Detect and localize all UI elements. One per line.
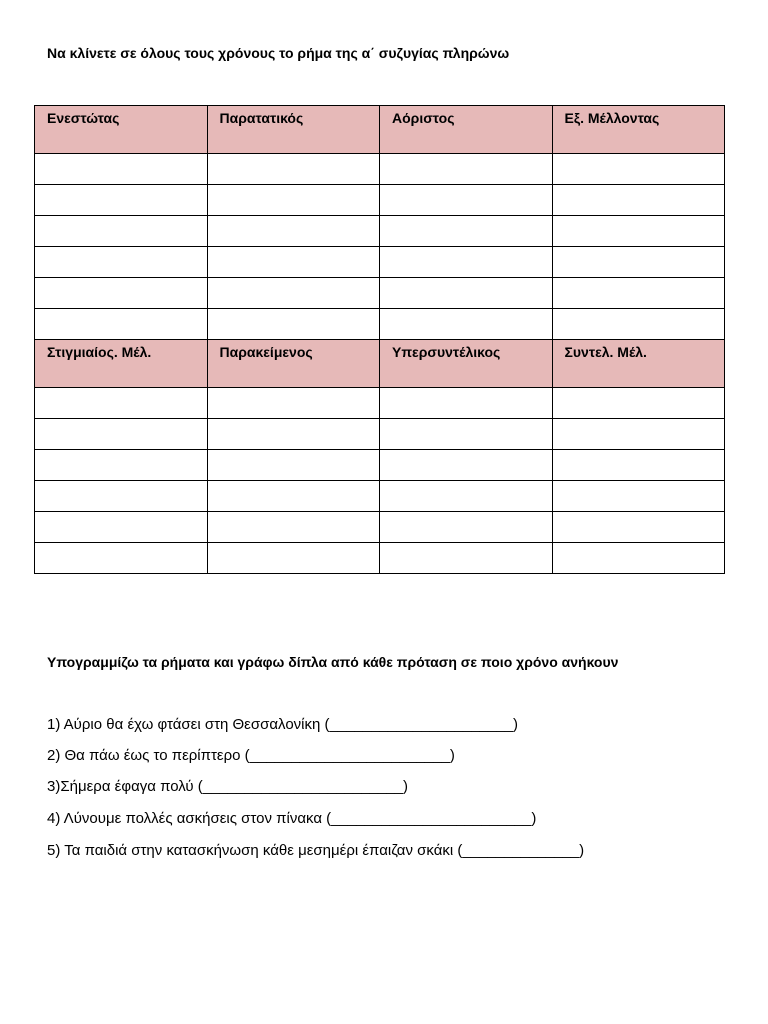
header-cell: Υπερσυντέλικος bbox=[380, 340, 553, 388]
blank-cell bbox=[207, 216, 380, 247]
blank-cell bbox=[552, 543, 725, 574]
table-row bbox=[35, 154, 725, 185]
blank-cell bbox=[35, 278, 208, 309]
blank-cell bbox=[380, 543, 553, 574]
header-row-1 bbox=[35, 106, 725, 154]
blank-cell bbox=[35, 309, 208, 340]
blank-cell bbox=[35, 185, 208, 216]
blank-cell bbox=[380, 278, 553, 309]
table-row bbox=[35, 309, 725, 340]
blank-cell bbox=[207, 309, 380, 340]
blank-cell bbox=[35, 512, 208, 543]
blank-cell bbox=[552, 481, 725, 512]
blank-cell bbox=[380, 388, 553, 419]
exercise-sentence: 4) Λύνουμε πολλές ασκήσεις στον πίνακα (________________________) bbox=[47, 810, 537, 827]
exercise-sentence: 5) Τα παιδιά στην κατασκήνωση κάθε μεσημέρι έπαιζαν σκάκι (______________) bbox=[47, 842, 585, 859]
table-row bbox=[35, 278, 725, 309]
blank-cell bbox=[380, 419, 553, 450]
blank-cell bbox=[552, 278, 725, 309]
blank-cell bbox=[380, 450, 553, 481]
blank-cell bbox=[380, 481, 553, 512]
blank-cell bbox=[380, 154, 553, 185]
blank-cell bbox=[207, 247, 380, 278]
blank-cell bbox=[552, 154, 725, 185]
header-cell: Παρατατικός bbox=[207, 106, 380, 154]
blank-cell bbox=[35, 419, 208, 450]
blank-cell bbox=[207, 278, 380, 309]
blank-cell bbox=[552, 512, 725, 543]
blank-cell bbox=[552, 450, 725, 481]
exercise-sentence: 3)Σήμερα έφαγα πολύ (________________________) bbox=[47, 778, 408, 795]
header-cell: Ενεστώτας bbox=[35, 106, 208, 154]
header-cell: Εξ. Μέλλοντας bbox=[552, 106, 725, 154]
blank-cell bbox=[380, 247, 553, 278]
blank-cell bbox=[552, 309, 725, 340]
blank-cell bbox=[207, 388, 380, 419]
blank-cell bbox=[380, 512, 553, 543]
table-row bbox=[35, 216, 725, 247]
blank-cell bbox=[207, 543, 380, 574]
table-row bbox=[35, 185, 725, 216]
blank-cell bbox=[207, 419, 380, 450]
table-row bbox=[35, 247, 725, 278]
exercise-sentence: 2) Θα πάω έως το περίπτερο (________________________) bbox=[47, 747, 455, 764]
table-row bbox=[35, 481, 725, 512]
blank-cell bbox=[380, 216, 553, 247]
table-row bbox=[35, 388, 725, 419]
table-row bbox=[35, 419, 725, 450]
table-row bbox=[35, 512, 725, 543]
blank-cell bbox=[552, 388, 725, 419]
blank-cell bbox=[207, 450, 380, 481]
header-cell: Συντελ. Μέλ. bbox=[552, 340, 725, 388]
conjugation-table bbox=[34, 105, 725, 574]
exercise-heading: Υπογραμμίζω τα ρήματα και γράφω δίπλα από κάθε πρόταση σε ποιο χρόνο ανήκουν bbox=[47, 654, 619, 670]
blank-cell bbox=[552, 216, 725, 247]
blank-cell bbox=[552, 185, 725, 216]
blank-cell bbox=[35, 154, 208, 185]
header-cell: Στιγμιαίος. Μέλ. bbox=[35, 340, 208, 388]
blank-cell bbox=[207, 512, 380, 543]
page-title: Να κλίνετε σε όλους τους χρόνους το ρήμα της α΄ συζυγίας πληρώνω bbox=[47, 45, 510, 61]
blank-cell bbox=[35, 543, 208, 574]
blank-cell bbox=[35, 450, 208, 481]
header-cell: Παρακείμενος bbox=[207, 340, 380, 388]
blank-cell bbox=[207, 185, 380, 216]
header-row-2 bbox=[35, 340, 725, 388]
blank-cell bbox=[207, 154, 380, 185]
table-row bbox=[35, 450, 725, 481]
exercise-sentence: 1) Αύριο θα έχω φτάσει στη Θεσσαλονίκη (______________________) bbox=[47, 716, 519, 733]
table-row bbox=[35, 543, 725, 574]
header-cell: Αόριστος bbox=[380, 106, 553, 154]
blank-cell bbox=[35, 388, 208, 419]
blank-cell bbox=[35, 481, 208, 512]
blank-cell bbox=[380, 185, 553, 216]
blank-cell bbox=[35, 247, 208, 278]
blank-cell bbox=[380, 309, 553, 340]
blank-cell bbox=[552, 419, 725, 450]
blank-cell bbox=[207, 481, 380, 512]
blank-cell bbox=[35, 216, 208, 247]
blank-cell bbox=[552, 247, 725, 278]
